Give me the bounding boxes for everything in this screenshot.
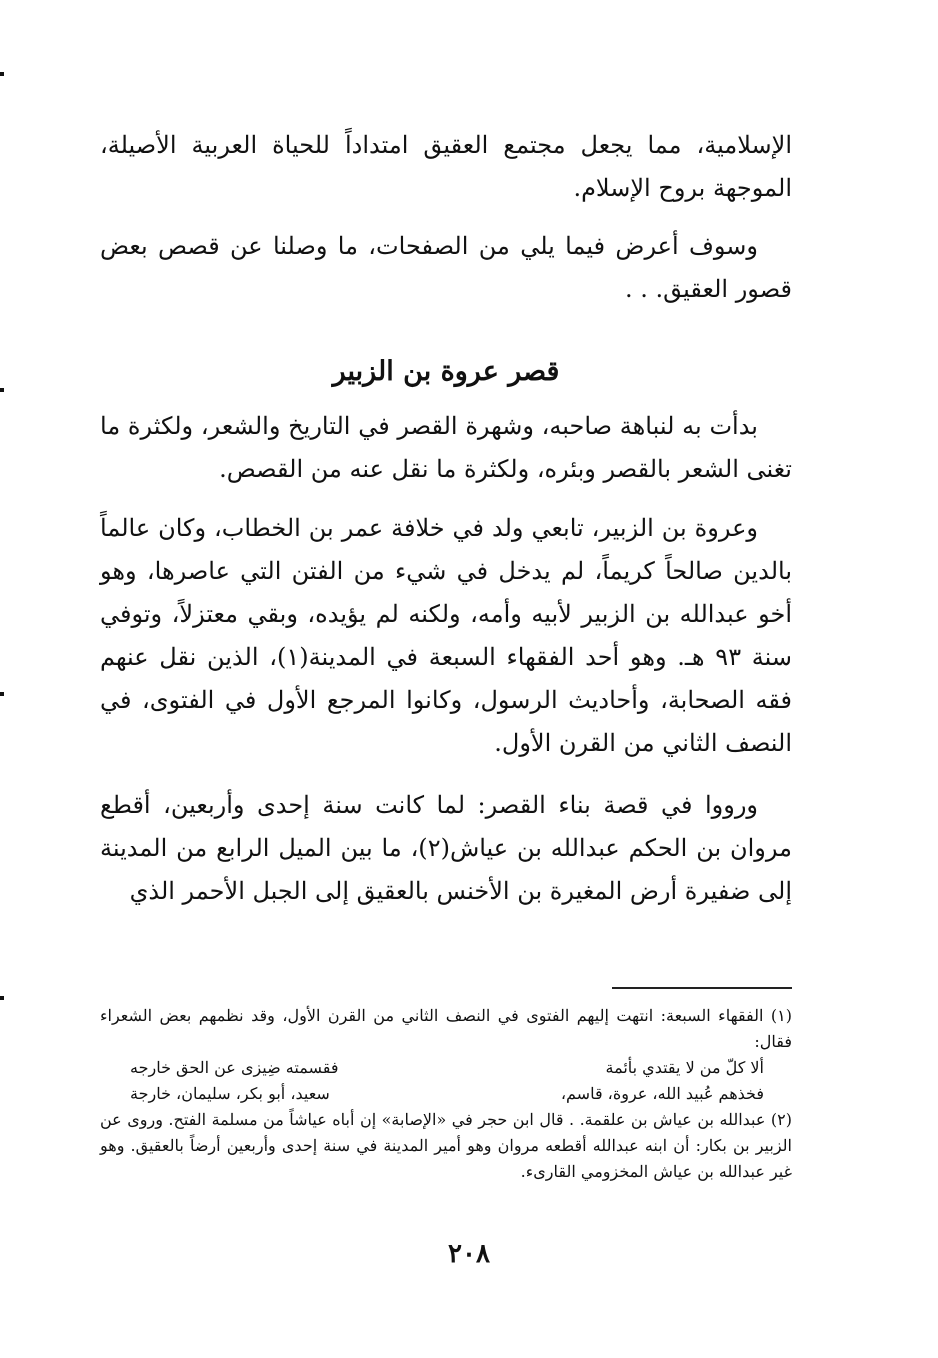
scan-edge-mark	[0, 72, 4, 76]
paragraph-reason	[100, 405, 792, 491]
paragraph-text: وسوف أعرض فيما يلي من الصفحات، ما وصلنا عن قصص بعض قصور العقيق. . .	[100, 232, 792, 303]
scan-edge-mark	[0, 388, 4, 392]
poem-verse	[100, 1055, 792, 1081]
paragraph-story	[100, 784, 792, 913]
verse-hemistich-left: فقسمته ضِيزى عن الحق خارجه	[130, 1058, 339, 1077]
paragraph-biography	[100, 507, 792, 765]
paragraph-text: ورووا في قصة بناء القصر: لما كانت سنة إحدى وأربعين، أقطع مروان بن الحكم عبدالله بن عياش(٢)، ما بين الميل الرابع من المدينة إلى ضفيرة أرض المغيرة بن الأخنس بالعقيق إلى الجبل الأحمر الذي	[100, 791, 792, 905]
footnote-separator	[612, 987, 792, 989]
paragraph-text: بدأت به لنباهة صاحبه، وشهرة القصر في التاريخ والشعر، ولكثرة ما تغنى الشعر بالقصر وبئره، ولكثرة ما نقل عنه من القصص.	[100, 412, 792, 483]
scan-edge-mark	[0, 996, 4, 1000]
scan-edge-mark	[0, 692, 4, 696]
footnotes	[100, 1003, 792, 1185]
paragraph-text: وعروة بن الزبير، تابعي ولد في خلافة عمر بن الخطاب، وكان عالماً بالدين صالحاً كريماً، لم يدخل في شيء من الفتن التي عاصرها، وهو أخو عبدالله بن الزبير لأبيه وأمه، ولكنه لم يؤيده، وبقي معتزلاً، وتوفي سنة ٩٣ هـ. وهو أحد الفقهاء السبعة في المدينة(١)، الذين نقل عنهم فقه الصحابة، وأحاديث الرسول، وكانوا المرجع الأول في الفتوى، في النصف الثاني من القرن الأول.	[100, 514, 793, 757]
paragraph-text: الإسلامية، مما يجعل مجتمع العقيق امتداداً للحياة العربية الأصيلة، الموجهة بروح الإسلام.	[100, 131, 792, 202]
section-heading: قصر عروة بن الزبير	[332, 356, 560, 387]
verse-hemistich-right: ألا كلّ من لا يقتدي بأئمة	[605, 1058, 764, 1077]
page-number: ٢٠٨	[448, 1239, 490, 1269]
footnote-1: (١) الفقهاء السبعة: انتهت إليهم الفتوى في النصف الثاني من القرن الأول، وقد نظمهم بعض الشعراء فقال:	[100, 1006, 792, 1051]
footnote-2: (٢) عبدالله بن عياش بن علقمة. . قال ابن حجر في «الإصابة» إن أباه عياشاً من مسلمة الفتح. وروى عن الزبير بن بكار: أن ابنه عبدالله أقطعه مروان وهو أمير المدينة في سنة إحدى وأربعين أرضاً بالعقيق. وهو غير عبدالله بن عياش المخزومي القارىء.	[100, 1110, 792, 1181]
verse-hemistich-right: فخذهم عُبيد الله، عروة، قاسم،	[560, 1084, 764, 1103]
paragraph-continuation	[100, 124, 792, 210]
verse-hemistich-left: سعيد، أبو بكر، سليمان، خارجة	[130, 1084, 330, 1103]
poem-verse	[100, 1081, 792, 1107]
paragraph-intro	[100, 225, 792, 311]
